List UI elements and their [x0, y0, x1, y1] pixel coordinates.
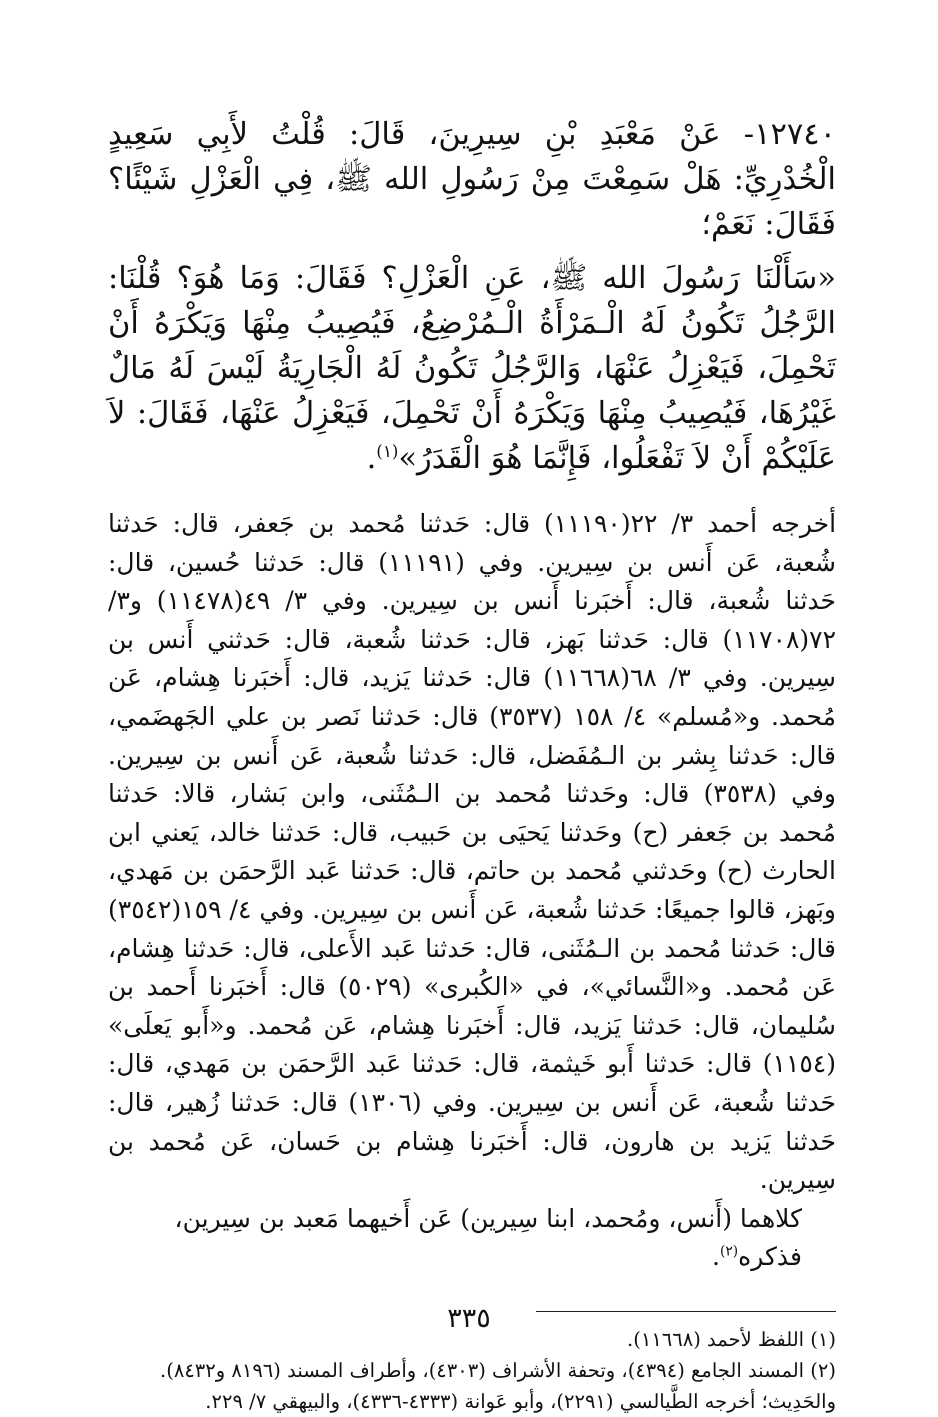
- hadith-text-end: .: [366, 441, 377, 476]
- hadith-text: «سَأَلْنَا رَسُولَ الله ﷺ، عَنِ الْعَزْلِ؟ فَقَالَ: وَمَا هُوَ؟ قُلْنَا: الرَّجُلُ تَكُونُ لَهُ الْـمَرْأَةُ الْـمُرْضِعُ، فَيُصِيبُ مِنْهَا وَيَكْرَهُ أَنْ تَحْمِلَ، فَيَعْزِلُ عَنْهَا، وَالرَّجُلُ تَكُونُ لَهُ الْجَارِيَةُ لَيْسَ لَهُ مَالٌ غَيْرُهَا، فَيُصِيبُ مِنْهَا وَيَكْرَهُ أَنْ تَحْمِلَ، فَيَعْزِلُ عَنْهَا، فَقَالَ: لاَ عَلَيْكُمْ أَنْ لاَ تَفْعَلُوا، فَإِنَّمَا هُوَ الْقَدَرُ»: [108, 261, 836, 476]
- document-page: [108, 112, 837, 1413]
- footnote-1: (١) اللفظ لأحمد (١١٦٦٨).: [627, 1327, 836, 1351]
- hadith-header: ١٢٧٤٠- عَنْ مَعْبَدِ بْنِ سِيرِينَ، قَالَ: قُلْتُ لأَبِي سَعِيدٍ الْخُدْرِيِّ: هَلْ سَمِعْتَ مِنْ رَسُولِ الله ﷺ، فِي الْعَزْلِ شَيْئًا؟ فَقَالَ: نَعَمْ؛: [108, 117, 836, 242]
- footnote-2: (٢) المسند الجامع (٤٣٩٤)، وتحفة الأشراف (٤٣٠٣)، وأطراف المسند (٨١٩٦ و٨٤٣٢).: [160, 1358, 836, 1382]
- page-number: ٣٣٥: [447, 1303, 491, 1334]
- conclusion-end: .: [712, 1242, 720, 1272]
- footnote-2-continued: والحَدِيث؛ أخرجه الطَّيالسي (٢٢٩١)، وأبو عَوانة (٤٣٣٣-٤٣٣٦)، والبيهقي ٧/ ٢٢٩.: [205, 1389, 836, 1413]
- takhrij-paragraph: أخرجه أحمد ٣/ ٢٢(١١١٩٠) قال: حَدثنا مُحمد بن جَعفر، قال: حَدثنا شُعبة، عَن أَنس بن سِيرين. وفي (١١١٩١) قال: حَدثنا حُسين، قال: حَدثنا شُعبة، قال: أَخبَرنا أَنس بن سِيرين. وفي ٣/ ٤٩(١١٤٧٨) و٣/ ٧٢(١١٧٠٨) قال: حَدثنا بَهز، قال: حَدثنا شُعبة، قال: حَدثني أَنس بن سِيرين. وفي ٣/ ٦٨(١١٦٦٨) قال: حَدثنا يَزيد، قال: أَخبَرنا هِشام، عَن مُحمد. و«مُسلم» ٤/ ١٥٨ (٣٥٣٧) قال: حَدثنا نَصر بن علي الجَهضَمي، قال: حَدثنا بِشر بن الـمُفَضل، قال: حَدثنا شُعبة، عَن أَنس بن سِيرين. وفي (٣٥٣٨) قال: وحَدثنا مُحمد بن الـمُثَنى، وابن بَشار، قالا: حَدثنا مُحمد بن جَعفر (ح) وحَدثنا يَحيَى بن حَبيب، قال: حَدثنا خالد، يَعني ابن الحارث (ح) وحَدثني مُحمد بن حاتم، قال: حَدثنا عَبد الرَّحمَن بن مَهدي، وبَهز، قالوا جميعًا: حَدثنا شُعبة، عَن أَنس بن سِيرين. وفي ٤/ ١٥٩(٣٥٤٢) قال: حَدثنا مُحمد بن الـمُثَنى، قال: حَدثنا عَبد الأَعلى، قال: حَدثنا هِشام، عَن مُحمد. و«النَّسائي»، في «الكُبرى» (٥٠٢٩) قال: أَخبَرنا أَحمد بن سُليمان، قال: حَدثنا يَزيد، قال: أَخبَرنا هِشام، عَن مُحمد. و«أَبو يَعلَى» (١١٥٤) قال: حَدثنا أَبو خَيثمة، قال: حَدثنا عَبد الرَّحمَن بن مَهدي، قال: حَدثنا شُعبة، عَن أَنس بن سِيرين. وفي (١٣٠٦) قال: حَدثنا زُهير، قال: حَدثنا يَزيد بن هارون، قال: أَخبَرنا هِشام بن حَسان، عَن مُحمد بن سِيرين.: [108, 509, 837, 1195]
- footnote-marker-1: (١): [376, 440, 399, 461]
- footnote-marker-2: (٢): [719, 1243, 739, 1260]
- hadith-text-paragraph: [108, 256, 836, 481]
- conclusion-text: كلاهما (أَنس، ومُحمد، ابنا سِيرين) عَن أَخيهما مَعبد بن سِيرين، فذكره: [174, 1203, 802, 1272]
- footnotes: [108, 1324, 836, 1417]
- conclusion-paragraph: [108, 1200, 836, 1277]
